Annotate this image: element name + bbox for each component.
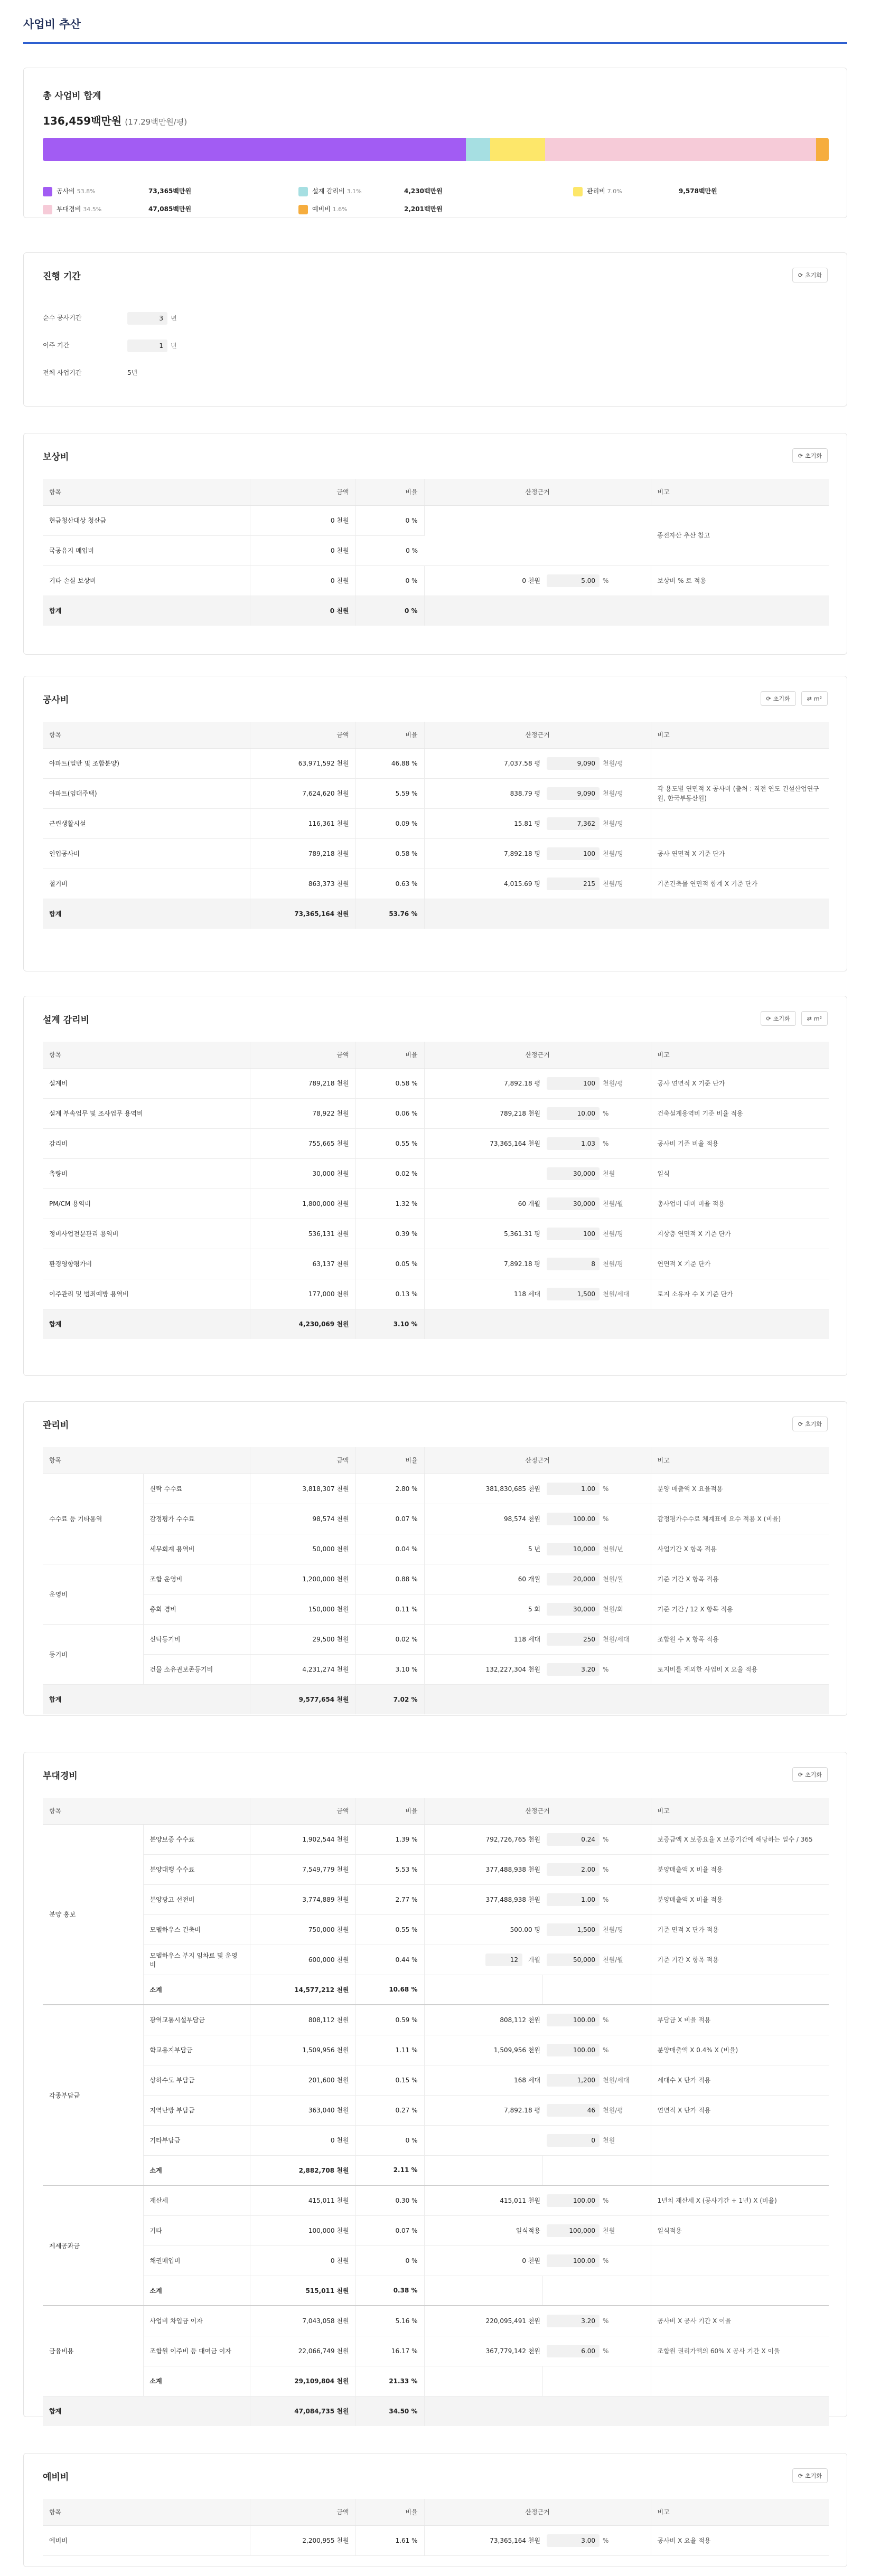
rate-cell: 5.00 % (542, 565, 651, 596)
basis-value-cell: 118 세대 (424, 1624, 542, 1654)
table-row: 근린생활시설 116,361 천원 0.09 % 15.81 평 7,362 천원/평 (43, 808, 829, 838)
rate-cell: 30,000 천원 (542, 1158, 651, 1188)
design-reset-button[interactable]: ⟳ 초기화 (761, 1011, 796, 1026)
period-title: 진행 기간 (43, 271, 81, 282)
design-card (23, 996, 847, 1376)
basis-value-cell: 73,365,164 천원 (424, 1128, 542, 1158)
rate-input[interactable]: 3.20 (547, 2315, 600, 2327)
row-label: 인입공사비 (43, 838, 250, 869)
rate-input[interactable]: 1,500 (547, 1923, 600, 1936)
total-period-value: 5년 (127, 369, 138, 376)
design-unit-toggle-button[interactable]: ⇄ m² (801, 1011, 828, 1026)
row-label: 정비사업전문관리 용역비 (43, 1219, 250, 1249)
rate-cell: 100.00 % (542, 1504, 651, 1534)
cons-reset-button[interactable]: ⟳ 초기화 (761, 691, 796, 706)
table-header: 항목 금액 비율 산정근거 비고 (43, 479, 829, 505)
misc-card (23, 1752, 847, 2417)
rate-cell: 1,500 천원/세대 (542, 1279, 651, 1309)
rate-input[interactable]: 20,000 (547, 1573, 600, 1586)
rate-cell: 1,500 천원/평 (542, 1914, 651, 1945)
table-row: 학교용지부담금 1,509,956 천원 1.11 % 1,509,956 천원 100.00 % 분양매출액 X 0.4% X (비율) (43, 2035, 829, 2065)
basis-value-cell: 132,227,304 천원 (424, 1654, 542, 1684)
table-row: 측량비 30,000 천원 0.02 % 30,000 천원 일식 (43, 1158, 829, 1188)
basis-value-cell: 220,095,491 천원 (424, 2306, 542, 2336)
row-note: 공사 연면적 X 기준 단가 (651, 838, 829, 869)
rate-input[interactable]: 100.00 (547, 2194, 600, 2207)
table-row: 모델하우스 건축비 750,000 천원 0.55 % 500.00 평 1,500 천원/평 기준 면적 X 단가 적용 (43, 1914, 829, 1945)
table-header: 항목 금액 비율 산정근거 비고 (43, 2499, 829, 2525)
page-title: 사업비 추산 (23, 18, 81, 31)
refresh-icon: ⟳ (798, 271, 803, 279)
table-row: 채권매입비 0 천원 0 % 0 천원 100.00 % (43, 2245, 829, 2276)
rate-cell: 0 천원 (542, 2125, 651, 2155)
group-label: 제세공과금 (43, 2185, 143, 2306)
rate-cell: 9,090 천원/평 (542, 778, 651, 808)
row-note: 건축설계용역비 기준 비율 적용 (651, 1098, 829, 1128)
legend-swatch (43, 205, 52, 214)
basis-value-cell: 808,112 천원 (424, 2005, 542, 2035)
table-row: 금융비용 사업비 차입금 이자 7,043,058 천원 5.16 % 220,095,491 천원 3.20 % 공사비 X 공사 기간 X 이율 (43, 2306, 829, 2336)
rate-input[interactable]: 100.00 (547, 2044, 600, 2056)
table-row: 감정평가 수수료 98,574 천원 0.07 % 98,574 천원 100.00 % 감정평가수수료 체계표에 요수 적용 X (비율) (43, 1504, 829, 1534)
table-row: 세무회계 용역비 50,000 천원 0.04 % 5 년 10,000 천원/년 사업기간 X 항목 적용 (43, 1534, 829, 1564)
reserve-reset-button[interactable]: ⟳ 초기화 (792, 2468, 828, 2483)
table-row: 설계 부속업무 및 조사업무 용역비 78,922 천원 0.06 % 789,218 천원 10.00 % 건축설계용역비 기준 비율 적용 (43, 1098, 829, 1128)
group-label: 각종부담금 (43, 2005, 143, 2185)
group-label: 금융비용 (43, 2306, 143, 2396)
rate-input[interactable]: 7,362 (547, 817, 600, 830)
row-note: 종전자산 추산 참고 (651, 505, 829, 565)
rate-input[interactable]: 3.20 (547, 1663, 600, 1676)
relocation-period-input[interactable]: 1 (127, 339, 167, 352)
rate-input[interactable]: 100 (547, 847, 600, 860)
rate-input[interactable]: 215 (547, 877, 600, 890)
table-row: 정비사업전문관리 용역비 536,131 천원 0.39 % 5,361.31 평 100 천원/평 지상층 연면적 X 기준 단가 (43, 1219, 829, 1249)
row-label: 국공유지 매입비 (43, 535, 250, 565)
rate-input[interactable]: 5.00 (547, 574, 600, 587)
basis-value-cell: 7,892.18 평 (424, 2095, 542, 2125)
rate-input[interactable]: 2.00 (547, 1863, 600, 1876)
rate-cell: 100 천원/평 (542, 1068, 651, 1098)
row-note: 기존건축물 연면적 합계 X 기준 단가 (651, 869, 829, 899)
table-row: 운영비 조합 운영비 1,200,000 천원 0.88 % 60 개월 20,000 천원/월 기준 기간 X 항목 적용 (43, 1564, 829, 1594)
table-row: 등기비 신탁등기비 29,500 천원 0.02 % 118 세대 250 천원/세대 조합원 수 X 항목 적용 (43, 1624, 829, 1654)
row-label: 철거비 (43, 869, 250, 899)
table-row: 분양대행 수수료 7,549,779 천원 5.53 % 377,488,938 천원 2.00 % 분양매출액 X 비율 적용 (43, 1854, 829, 1884)
rate-cell: 8 천원/평 (542, 1249, 651, 1279)
rate-input[interactable]: 10.00 (547, 1107, 600, 1120)
rate-input[interactable]: 8 (547, 1258, 600, 1270)
basis-value-cell: 381,830,685 천원 (424, 1474, 542, 1504)
basis-value-cell: 7,892.18 평 (424, 1068, 542, 1098)
subtotal-row: 소계 14,577,212 천원 10.68 % (43, 1975, 829, 2005)
subtotal-row: 소계 2,882,708 천원 2.11 % (43, 2155, 829, 2185)
basis-value-cell: 60 개월 (424, 1564, 542, 1594)
rate-input[interactable]: 100.00 (547, 2254, 600, 2267)
rate-input[interactable]: 0 (547, 2134, 600, 2147)
rate-input[interactable]: 250 (547, 1633, 600, 1646)
row-label: 감리비 (43, 1128, 250, 1158)
table-row: 기타 100,000 천원 0.07 % 일식적용 100,000 천원 일식적용 (43, 2215, 829, 2245)
total-row: 합계 0 천원 0 % (43, 596, 829, 626)
table-row: 기타부담금 0 천원 0 % 0 천원 (43, 2125, 829, 2155)
rate-input[interactable]: 30,000 (547, 1167, 600, 1180)
basis-value-cell: 789,218 천원 (424, 1098, 542, 1128)
legend-item: 공사비 53.8% 73,365백만원 (43, 185, 286, 197)
summary-card (23, 68, 847, 218)
basis-value-cell: 367,779,142 천원 (424, 2336, 542, 2366)
total-period-row: 전체 사업기간 5년 (43, 367, 828, 379)
table-row: 철거비 863,373 천원 0.63 % 4,015.69 평 215 천원/평 기존건축물 연면적 합계 X 기준 단가 (43, 869, 829, 899)
rate-input[interactable]: 1.00 (547, 1483, 600, 1495)
reserve-card (23, 2453, 847, 2567)
basis-value-cell: 12 개월 (424, 1945, 542, 1975)
rate-input[interactable]: 1.00 (547, 1893, 600, 1906)
table-header: 항목 금액 비율 산정근거 비고 (43, 1447, 829, 1474)
reserve-title: 예비비 (43, 2472, 69, 2483)
swap-icon: ⇄ (807, 695, 812, 702)
period-card (23, 252, 847, 407)
rate-input[interactable]: 100 (547, 1228, 600, 1240)
subtotal-row: 소계 29,109,804 천원 21.33 % (43, 2366, 829, 2396)
row-label: 아파트(임대주택) (43, 778, 250, 808)
table-row: 기타 손실 보상비 0 천원 0 % 0 천원 5.00 % 보상비 % 로 적용 (43, 565, 829, 596)
rate-cell: 1.03 % (542, 1128, 651, 1158)
rate-input[interactable]: 9,090 (547, 757, 600, 770)
cons-unit-toggle-button[interactable]: ⇄ m² (801, 691, 828, 706)
total-row: 합계 73,365,164 천원 53.76 % (43, 899, 829, 929)
bar-segment-4 (816, 138, 829, 161)
bar-segment-1 (466, 138, 490, 161)
table-row: 환경영향평가비 63,137 천원 0.05 % 7,892.18 평 8 천원/평 연면적 X 기준 단가 (43, 1249, 829, 1279)
rate-cell: 100 천원/평 (542, 838, 651, 869)
rate-input[interactable]: 100.00 (547, 2014, 600, 2026)
rate-cell: 10.00 % (542, 1098, 651, 1128)
basis-value-cell: 415,011 천원 (424, 2185, 542, 2215)
table-row: 아파트(일반 및 조합분양) 63,971,592 천원 46.88 % 7,037.58 평 9,090 천원/평 (43, 748, 829, 778)
rate-input[interactable]: 3.00 (547, 2534, 600, 2547)
basis-value-cell: 377,488,938 천원 (424, 1884, 542, 1914)
basis-value-cell: 168 세대 (424, 2065, 542, 2095)
row-note: 지상층 연면적 X 기준 단가 (651, 1219, 829, 1249)
row-label: 현금청산대상 청산금 (43, 505, 250, 535)
row-note: 공사비 기준 비율 적용 (651, 1128, 829, 1158)
bar-segment-3 (545, 138, 816, 161)
row-note: 공사비 X 요율 적용 (651, 2525, 829, 2555)
basis-value-cell (424, 2125, 542, 2155)
row-note: 토지 소유자 수 X 기준 단가 (651, 1279, 829, 1309)
basis-value-cell: 일식적용 (424, 2215, 542, 2245)
row-note: 각 용도별 연면적 X 공사비 (출처 : 직전 연도 건설산업연구원, 한국부동산원) (651, 778, 829, 808)
table-row: 각종부담금 광역교통시설부담금 808,112 천원 0.59 % 808,112 천원 100.00 % 부담금 X 비율 적용 (43, 2005, 829, 2035)
basis-value-cell: 98,574 천원 (424, 1504, 542, 1534)
comp-card (23, 433, 847, 655)
basis-input[interactable]: 12 (485, 1954, 522, 1966)
basis-value-cell: 0 천원 (424, 2245, 542, 2276)
legend-swatch (298, 187, 308, 196)
comp-reset-button[interactable]: ⟳ 초기화 (792, 448, 828, 463)
table-row: 예비비 2,200,955 천원 1.61 % 73,365,164 천원 3.00 % 공사비 X 요율 적용 (43, 2525, 829, 2555)
row-label: 설계 부속업무 및 조사업무 용역비 (43, 1098, 250, 1128)
rate-cell: 6.00 % (542, 2336, 651, 2366)
rate-cell: 1.00 % (542, 1474, 651, 1504)
cons-title: 공사비 (43, 695, 69, 705)
row-label: 근린생활시설 (43, 808, 250, 838)
legend-item: 예비비 1.6% 2,201백만원 (298, 203, 541, 215)
rate-cell: 0.24 % (542, 1824, 651, 1854)
table-row: 조합원 이주비 등 대여금 이자 22,066,749 천원 16.17 % 367,779,142 천원 6.00 % 조합원 권리가액의 60% X 공사 기간 X 이율 (43, 2336, 829, 2366)
rate-cell: 46 천원/평 (542, 2095, 651, 2125)
table-header: 항목 금액 비율 산정근거 비고 (43, 722, 829, 748)
legend-swatch (573, 187, 583, 196)
group-label: 운영비 (43, 1564, 143, 1624)
refresh-icon: ⟳ (798, 2472, 803, 2479)
misc-reset-button[interactable]: ⟳ 초기화 (792, 1767, 828, 1782)
legend-swatch (298, 205, 308, 214)
table-row: 모델하우스 부지 임차료 및 운영비 600,000 천원 0.44 % 12 개월 50,000 천원/월 기준 기간 X 항목 적용 (43, 1945, 829, 1975)
table-row: 아파트(임대주택) 7,624,620 천원 5.59 % 838.79 평 9,090 천원/평 각 용도별 연면적 X 공사비 (출처 : 직전 연도 건설산업연구원, 한국부동산원) (43, 778, 829, 808)
misc-title: 부대경비 (43, 1771, 78, 1781)
rate-input[interactable]: 1,200 (547, 2074, 600, 2087)
legend-item: 관리비 7.0% 9,578백만원 (573, 185, 816, 197)
row-label: 이주관리 및 범죄예방 용역비 (43, 1279, 250, 1309)
total-row: 합계 47,084,735 천원 34.50 % (43, 2396, 829, 2426)
group-label: 등기비 (43, 1624, 143, 1684)
basis-value-cell: 377,488,938 천원 (424, 1854, 542, 1884)
row-note: 공사 연면적 X 기준 단가 (651, 1068, 829, 1098)
basis-value-cell: 792,726,765 천원 (424, 1824, 542, 1854)
table-header: 항목 금액 비율 산정근거 비고 (43, 1798, 829, 1824)
table-row: 상하수도 부담금 201,600 천원 0.15 % 168 세대 1,200 천원/세대 세대수 X 단가 적용 (43, 2065, 829, 2095)
rate-cell: 250 천원/세대 (542, 1624, 651, 1654)
basis-value-cell: 5 회 (424, 1594, 542, 1624)
rate-input[interactable]: 10,000 (547, 1543, 600, 1555)
table-row: 현금청산대상 청산금 0 천원 0 % 종전자산 추산 참고 (43, 505, 829, 535)
basis-value-cell: 838.79 평 (424, 778, 542, 808)
rate-cell: 215 천원/평 (542, 869, 651, 899)
rate-cell: 3.00 % (542, 2525, 651, 2555)
legend-item: 부대경비 34.5% 47,085백만원 (43, 203, 286, 215)
design-title: 설계 감리비 (43, 1015, 90, 1025)
period-reset-button[interactable]: ⟳ 초기화 (792, 268, 828, 282)
summary-total: 136,459백만원 (43, 115, 122, 127)
mgmt-card (23, 1401, 847, 1716)
rate-cell: 100 천원/평 (542, 1219, 651, 1249)
cons-card (23, 676, 847, 971)
basis-value-cell: 15.81 평 (424, 808, 542, 838)
row-note (651, 748, 829, 778)
rate-cell: 100,000 천원 (542, 2215, 651, 2245)
table-row: 분양광고 선전비 3,774,889 천원 2.77 % 377,488,938 천원 1.00 % 분양매출액 X 비율 적용 (43, 1884, 829, 1914)
rate-cell: 100.00 % (542, 2035, 651, 2065)
refresh-icon: ⟳ (798, 1420, 803, 1428)
construction-period-input[interactable]: 3 (127, 312, 167, 325)
basis-value-cell: 7,892.18 평 (424, 1249, 542, 1279)
refresh-icon: ⟳ (766, 695, 771, 702)
row-note: 연면적 X 기준 단가 (651, 1249, 829, 1279)
row-label: 설계비 (43, 1068, 250, 1098)
row-note: 일식 (651, 1158, 829, 1188)
basis-value-cell: 5 년 (424, 1534, 542, 1564)
rate-input[interactable]: 46 (547, 2104, 600, 2117)
rate-cell: 3.20 % (542, 1654, 651, 1684)
refresh-icon: ⟳ (798, 452, 803, 459)
total-row: 합계 9,577,654 천원 7.02 % (43, 1684, 829, 1714)
basis-value-cell: 1,509,956 천원 (424, 2035, 542, 2065)
rate-input[interactable]: 30,000 (547, 1603, 600, 1616)
group-label: 수수료 등 기타용역 (43, 1474, 143, 1564)
rate-cell: 30,000 천원/회 (542, 1594, 651, 1624)
table-row: 분양 홍보 분양보증 수수료 1,902,544 천원 1.39 % 792,726,765 천원 0.24 % 보증금액 X 보증요율 X 보증기간에 해당하는 일수 / 365 (43, 1824, 829, 1854)
rate-input[interactable]: 9,090 (547, 787, 600, 800)
cost-distribution-bar (43, 138, 829, 161)
row-label: PM/CM 용역비 (43, 1188, 250, 1219)
table-row: 국공유지 매입비 0 천원 0 % (43, 535, 829, 565)
basis-value-cell: 0 천원 (424, 565, 542, 596)
construction-period-row: 순수 공사기간 3 년 (43, 312, 828, 324)
summary-total-line (43, 112, 187, 128)
table-row: PM/CM 용역비 1,800,000 천원 1.32 % 60 개월 30,000 천원/월 총사업비 대비 비율 적용 (43, 1188, 829, 1219)
row-label: 측량비 (43, 1158, 250, 1188)
basis-value-cell: 500.00 평 (424, 1914, 542, 1945)
basis-value-cell: 60 개월 (424, 1188, 542, 1219)
row-label: 환경영향평가비 (43, 1249, 250, 1279)
table-header: 항목 금액 비율 산정근거 비고 (43, 1042, 829, 1068)
table-row: 총회 경비 150,000 천원 0.11 % 5 회 30,000 천원/회 기준 기간 / 12 X 항목 적용 (43, 1594, 829, 1624)
rate-cell: 2.00 % (542, 1854, 651, 1884)
bar-segment-2 (490, 138, 545, 161)
basis-value-cell: 7,037.58 평 (424, 748, 542, 778)
rate-cell: 100.00 % (542, 2185, 651, 2215)
summary-total-per-pyeong: (17.29백만원/평) (125, 117, 188, 127)
row-label: 예비비 (43, 2525, 250, 2555)
total-row: 합계 4,230,069 천원 3.10 % (43, 1309, 829, 1339)
row-label: 아파트(일반 및 조합분양) (43, 748, 250, 778)
table-row: 감리비 755,665 천원 0.55 % 73,365,164 천원 1.03 % 공사비 기준 비율 적용 (43, 1128, 829, 1158)
rate-cell: 30,000 천원/월 (542, 1188, 651, 1219)
table-row: 건물 소유권보존등기비 4,231,274 천원 3.10 % 132,227,304 천원 3.20 % 토지비를 제외한 사업비 X 요율 적용 (43, 1654, 829, 1684)
bar-segment-0 (43, 138, 466, 161)
rate-input[interactable]: 6.00 (547, 2345, 600, 2357)
basis-value-cell: 5,361.31 평 (424, 1219, 542, 1249)
rate-cell: 3.20 % (542, 2306, 651, 2336)
refresh-icon: ⟳ (798, 1771, 803, 1778)
rate-input[interactable]: 0.24 (547, 1833, 600, 1846)
table-row: 인입공사비 789,218 천원 0.58 % 7,892.18 평 100 천원/평 공사 연면적 X 기준 단가 (43, 838, 829, 869)
rate-input[interactable]: 1,500 (547, 1288, 600, 1300)
table-row: 수수료 등 기타용역 신탁 수수료 3,818,307 천원 2.80 % 381,830,685 천원 1.00 % 분양 매출액 X 요율적용 (43, 1474, 829, 1504)
rate-cell: 9,090 천원/평 (542, 748, 651, 778)
rate-input[interactable]: 100 (547, 1077, 600, 1090)
table-row: 이주관리 및 범죄예방 용역비 177,000 천원 0.13 % 118 세대 1,500 천원/세대 토지 소유자 수 X 기준 단가 (43, 1279, 829, 1309)
title-divider (23, 42, 847, 44)
subtotal-row: 소계 515,011 천원 0.38 % (43, 2276, 829, 2306)
rate-input[interactable]: 50,000 (547, 1954, 600, 1966)
rate-cell: 10,000 천원/년 (542, 1534, 651, 1564)
table-row: 제세공과금 재산세 415,011 천원 0.30 % 415,011 천원 100.00 % 1년치 재산세 X (공사기간 + 1년) X (비율) (43, 2185, 829, 2215)
rate-cell: 7,362 천원/평 (542, 808, 651, 838)
group-label: 분양 홍보 (43, 1824, 143, 2005)
row-note: 총사업비 대비 비율 적용 (651, 1188, 829, 1219)
rate-input[interactable]: 30,000 (547, 1197, 600, 1210)
rate-input[interactable]: 100.00 (547, 1513, 600, 1525)
swap-icon: ⇄ (807, 1015, 812, 1022)
basis-value-cell: 4,015.69 평 (424, 869, 542, 899)
comp-title: 보상비 (43, 452, 69, 463)
rate-cell: 100.00 % (542, 2245, 651, 2276)
refresh-icon: ⟳ (766, 1015, 771, 1022)
rate-cell: 20,000 천원/월 (542, 1564, 651, 1594)
rate-input[interactable]: 1.03 (547, 1137, 600, 1150)
rate-cell: 1.00 % (542, 1884, 651, 1914)
summary-title: 총 사업비 합계 (43, 91, 101, 101)
row-label: 기타 손실 보상비 (43, 565, 250, 596)
mgmt-reset-button[interactable]: ⟳ 초기화 (792, 1417, 828, 1431)
rate-input[interactable]: 100,000 (547, 2224, 600, 2237)
basis-value-cell (424, 1158, 542, 1188)
legend-item: 설계 감리비 3.1% 4,230백만원 (298, 185, 541, 197)
basis-value-cell: 7,892.18 평 (424, 838, 542, 869)
table-row: 지역난방 부담금 363,040 천원 0.27 % 7,892.18 평 46 천원/평 연면적 X 단가 적용 (43, 2095, 829, 2125)
table-row: 설계비 789,218 천원 0.58 % 7,892.18 평 100 천원/평 공사 연면적 X 기준 단가 (43, 1068, 829, 1098)
rate-cell: 1,200 천원/세대 (542, 2065, 651, 2095)
mgmt-title: 관리비 (43, 1420, 69, 1431)
basis-value-cell: 73,365,164 천원 (424, 2525, 542, 2555)
basis-value-cell: 118 세대 (424, 1279, 542, 1309)
row-note: 보상비 % 로 적용 (651, 565, 829, 596)
rate-cell: 100.00 % (542, 2005, 651, 2035)
relocation-period-row: 이주 기간 1 년 (43, 339, 828, 351)
rate-cell: 50,000 천원/월 (542, 1945, 651, 1975)
legend-swatch (43, 187, 52, 196)
row-note (651, 808, 829, 838)
